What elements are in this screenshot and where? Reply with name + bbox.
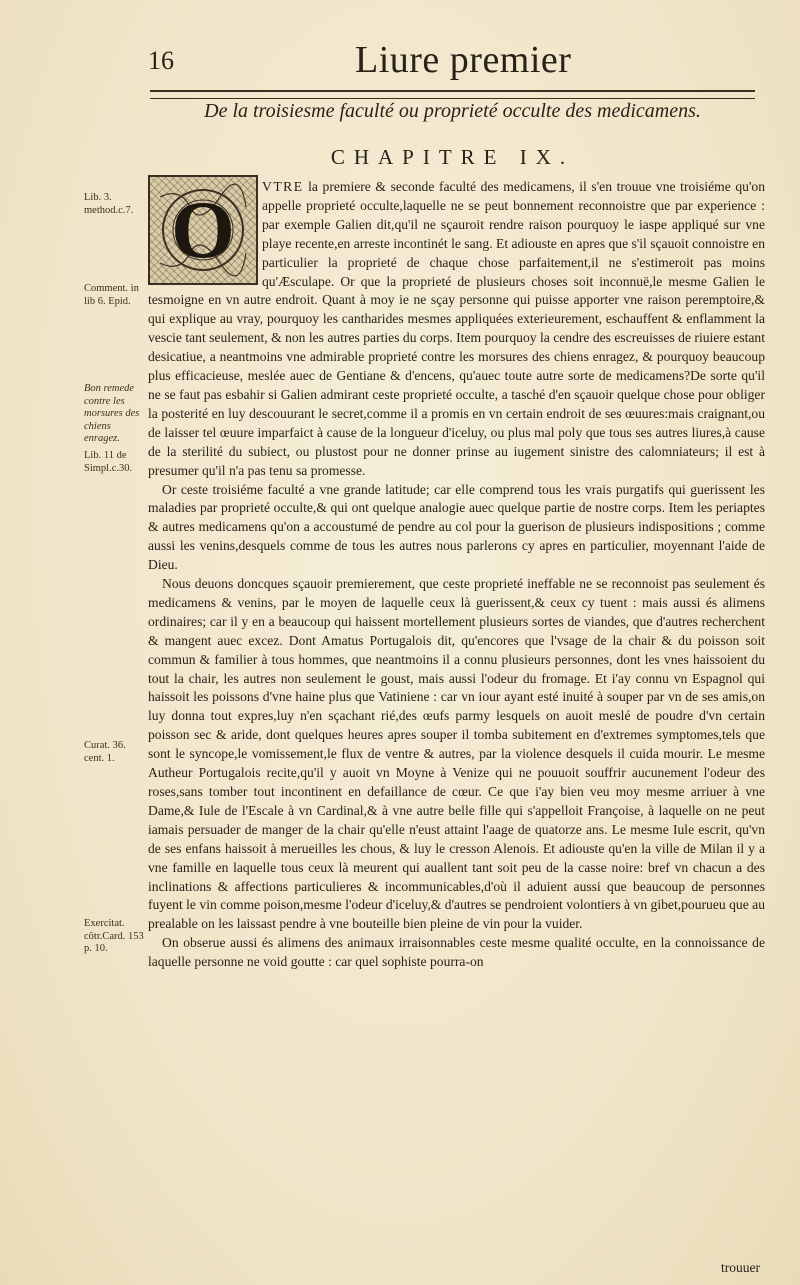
margin-note: Exercitat. côtr.Card. 153 p. 10. bbox=[84, 918, 144, 954]
paragraph-text: la premiere & seconde faculté des medicamens, il s'en trouue vne troisiéme qu'on appelle proprieté occulte,laquelle ne se peut bonnement reconnoistre que par experience : par exemple Galien dit,qu'il ne sçauroit rendre raison pourquoy le iaspe appliqué sur vne playe recente,en arreste incontinét le sang. Et adiouste en apres que s'il sçauoit connoistre en particulier la proprieté de chaque chose parfaitement,il ne s'estimeroit pas moins qu'Æsculape. Or que la proprieté de plusieurs choses soit inconnuë,le mesme Galien le tesmoigne en vn autre endroit. Quant à moy ie ne sçay personne qui puisse apporter vne raison peremptoire,& qui explique au vray, pourquoy les cantharides mesmes appliquées exterieurement, eschauffent & enflamment la vescie tant seulement, & non les autres parties du corps. Item pourquoy la cendre des escreuisses de riuiere estant desicatiue, a neantmoins vne admirable proprieté contre les morsures des chiens enragez, & pourquoy beaucoup plus efficacieuse, meslée auec de Gentiane & d'encens, qu'auec toute autre sorte de medicamens?De sorte qu'il ne se faut pas esbahir si Galien admirant ceste proprieté occulte, a tasché d'en sçauoir quelque chose pour obliger la posterité en luy descouurant le secret,comme il a promis en vn certain endroit de ses œuures:mais craignant,ou de laisser tel œuure imparfaict à cause de la longueur d'iceluy, ou plus mal poly que tous ses autres liures,à cause de la sterilité du subiect, ou plustost pour ne donner prinse au iugement sinistre des calomniateurs; il est à presumer qu'il n'a pas tenu sa promesse. bbox=[148, 179, 765, 478]
chapter-heading: CHAPITRE IX. bbox=[330, 145, 575, 169]
paragraph bbox=[148, 481, 765, 576]
running-title: Liure premier bbox=[355, 39, 572, 81]
initial-space bbox=[148, 178, 262, 290]
margin-note: Bon remede contre les morsures des chiens enragez. bbox=[84, 383, 140, 444]
header-rule bbox=[150, 90, 755, 99]
margin-note: Comment. in lib 6. Epid. bbox=[84, 283, 139, 307]
margin-note: Lib. 11 de Simpl.c.30. bbox=[84, 450, 133, 474]
catchword: trouuer bbox=[721, 1260, 760, 1275]
section-title: De la troisiesme faculté ou proprieté occulte des medicamens. bbox=[204, 100, 701, 122]
page-header bbox=[140, 38, 740, 88]
paragraph bbox=[148, 575, 765, 934]
margin-note: Curat. 36. cent. 1. bbox=[84, 740, 126, 764]
paragraph-lead: VTRE bbox=[262, 179, 304, 194]
paragraph-text: On obserue aussi és alimens des animaux irraisonnables ceste mesme qualité occulte, en la connoissance de laquelle personne ne void goutte : car quel sophiste pourra-on bbox=[148, 935, 765, 970]
page-number: 16 bbox=[148, 46, 174, 75]
paragraph bbox=[148, 934, 765, 972]
paragraph bbox=[148, 178, 765, 481]
paragraph-text: Nous deuons doncques sçauoir premierement, que ceste proprieté ineffable ne se reconnoist pas seulement és medicamens & venins, par le moyen de laquelle ceux là guerissent,& ceux cy tuent : mais aussi és alimens ordinaires; car il y en a beaucoup qui haissent mortellement plusieurs sortes de viandes, que d'autres recherchent & mangent auec excez. Dont Amatus Portugalois dit, qu'encores que l'vsage de la chair & du poisson soit commun & familier à tous hommes, que neantmoins il a connu plusieurs personnes, dont les vnes haissoient du tout la chair, les autres non seulement le goust, mais aussi l'odeur du fromage. Et i'ay connu vn Espagnol qui haissoit les poissons d'vne haine plus que Vatiniene : car vn iour ayant esté inuité à souper par vn de ses amis,on luy donna tout expres,luy n'en sçachant rié,des œufs parmy lesquels on auoit meslé de poudre d'vn certain poisson sec & aride, dont quelques heures apres souper il tomba subitement en d'extremes symptomes,tels que sont le syncope,le vomissement,le flux de ventre & autres, par la violence desquels il cuida mourir. Le mesme Autheur Portugalois recite,qu'il y auoit vn Moyne à Venize qui ne pouuoit souffrir aucunement l'odeur des roses,sans tomber tout incontinent en defaillance de cœur. Ce que i'ay bien veu moy mesme arriuer à vne Dame,& Iule de l'Escale à vn Cardinal,& à vne autre belle fille qui s'appelloit Françoise, à laquelle on ne peut iamais persuader de manger de la chair qu'elle n'eust attaint l'aage de quatorze ans. Le mesme Iule escrit, qu'vn de ses enfans haissoit à merueilles les chous, & luy le cresson Alenois. Et adiouste qu'en la ville de Milan il y a vne famille en laquelle tous ceux là meurent qui auallent tant soit peu de la casse noire: bref vn chacun a des inclinations & affections particulieres & incommunicables,d'où il aduient aussi que beaucoup de personnes fuyent le vin comme poison,mesme l'odeur d'iceluy,& d'autres se pendroient volontiers à vn gibet,pourueu que au prealable on les laissast pendre à vne bouteille bien pleine de vin pour la vuider. bbox=[148, 576, 765, 932]
initial-letter: O bbox=[171, 184, 235, 275]
paragraph-text: Or ceste troisiéme faculté a vne grande latitude; car elle comprend tous les vrais purgatifs qui guerissent les maladies par proprieté occulte,& qui ont quelque analogie auec quelque partie de nostre corps. Item les periaptes & autres medicamens qu'on a accoustumé de pendre au col pour la guerison de plusieurs indispositions ; comme aussi les venins,desquels comme de tous les autres nous parlerons cy apres en particulier, moyennant l'aide de Dieu. bbox=[148, 481, 765, 573]
body-text bbox=[148, 178, 765, 972]
margin-note: Lib. 3. method.c.7. bbox=[84, 192, 134, 216]
